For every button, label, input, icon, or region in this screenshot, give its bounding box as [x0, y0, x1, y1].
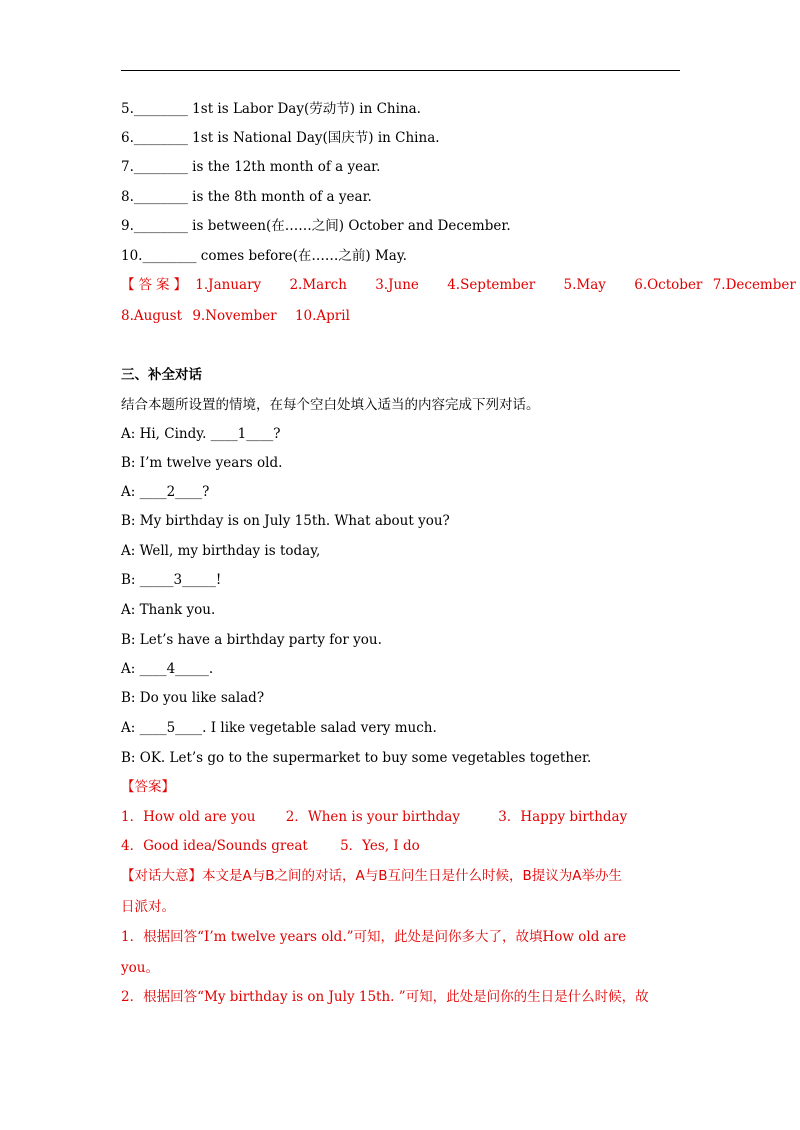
dialogue-line: B: OK. Let’s go to the supermarket to buy some vegetables together. — [121, 750, 592, 766]
answer-label: 【答案】 — [121, 277, 191, 293]
explanation-note-1-cont: you。 — [121, 960, 159, 976]
fill-item-8: 8.________ is the 8th month of a year. — [121, 189, 372, 205]
answer-key-2-line1 — [121, 808, 627, 826]
answer-item: 4．Good idea/Sounds great — [121, 838, 308, 854]
dialogue-line: B: Let’s have a birthday party for you. — [121, 632, 382, 648]
answer-key-1-line2 — [121, 307, 350, 325]
explanation-summary: 【对话大意】本文是A与B之间的对话，A与B互问生日是什么时候，B提议为A举办生 — [121, 868, 622, 884]
answer-key-2-line2 — [121, 837, 420, 855]
answer-item: 7.December — [712, 277, 796, 293]
dialogue-line: A: Hi, Cindy. ____1____? — [121, 426, 281, 442]
answer-item: 4.September — [447, 277, 536, 293]
dialogue-line: A: ____2____? — [121, 484, 210, 500]
dialogue-line: B: Do you like salad? — [121, 690, 265, 706]
dialogue-line: A: ____4_____. — [121, 661, 214, 677]
answer-item: 3.June — [375, 277, 419, 293]
dialogue-line: A: Well, my birthday is today, — [121, 543, 321, 559]
answer-item: 1.January — [195, 277, 262, 293]
section-instruction: 结合本题所设置的情境，在每个空白处填入适当的内容完成下列对话。 — [121, 397, 540, 413]
fill-item-9: 9.________ is between(在……之间) October and December. — [121, 218, 511, 234]
answer-item: 9.November — [192, 308, 277, 324]
header-rule — [121, 70, 680, 71]
answer-item: 2．When is your birthday — [285, 809, 460, 825]
fill-item-10: 10.________ comes before(在……之前) May. — [121, 248, 407, 264]
dialogue-line: B: _____3_____! — [121, 572, 222, 588]
dialogue-line: A: ____5____. I like vegetable salad very much. — [121, 720, 437, 736]
explanation-summary-cont: 日派对。 — [121, 899, 175, 915]
explanation-note-2: 2．根据回答“My birthday is on July 15th. ”可知，此处是问你的生日是什么时候，故 — [121, 989, 649, 1005]
answer-item: 3．Happy birthday — [498, 809, 628, 825]
answer-item: 6.October — [634, 277, 703, 293]
answer-item: 5.May — [563, 277, 606, 293]
answer-key-2-label: 【答案】 — [121, 779, 175, 795]
answer-item: 10.April — [294, 308, 350, 324]
answer-item: 5．Yes, I do — [340, 838, 420, 854]
answer-item: 2.March — [289, 277, 347, 293]
explanation-note-1: 1．根据回答“I’m twelve years old.”可知，此处是问你多大了，故填How old are — [121, 929, 627, 945]
fill-item-5: 5.________ 1st is Labor Day(劳动节) in China. — [121, 101, 421, 117]
dialogue-line: B: I’m twelve years old. — [121, 455, 283, 471]
section-heading: 三、补全对话 — [121, 367, 202, 383]
fill-item-7: 7.________ is the 12th month of a year. — [121, 159, 381, 175]
fill-item-6: 6.________ 1st is National Day(国庆节) in China. — [121, 130, 440, 146]
answer-key-1-line1 — [121, 276, 796, 294]
dialogue-line: A: Thank you. — [121, 602, 216, 618]
answer-item: 1．How old are you — [121, 809, 256, 825]
dialogue-line: B: My birthday is on July 15th. What about you? — [121, 513, 450, 529]
answer-item: 8.August — [121, 308, 183, 324]
